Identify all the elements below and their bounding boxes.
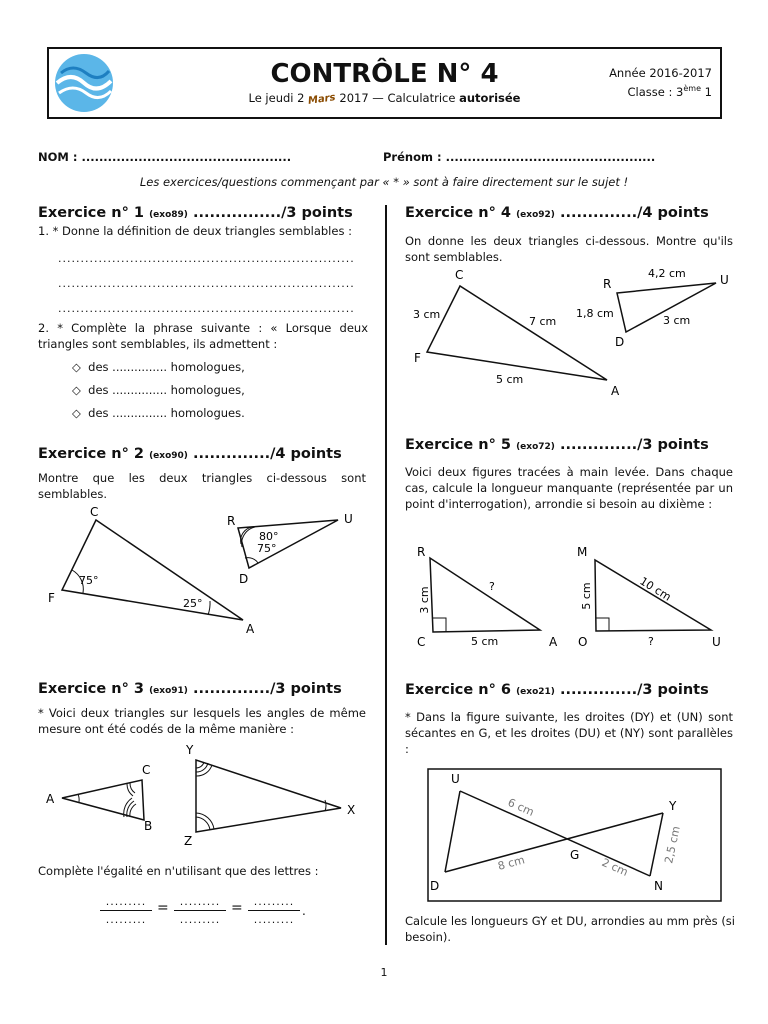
label-m: M (577, 545, 588, 559)
ex3-text2: Complète l'égalité en n'utilisant que des lettres : (38, 864, 319, 878)
length-mo: 5 cm (580, 582, 593, 610)
triangle-xyz (196, 760, 341, 832)
label-r: R (603, 277, 612, 291)
length-mu: 10 cm (637, 574, 674, 604)
school-year: Année 2016-2017 (609, 66, 712, 80)
page-number: 1 (380, 966, 388, 979)
page-title: CONTRÔLE N° 4 (270, 59, 499, 89)
ex5-text: Voici deux figures tracées à main levée. Dans chaque cas, calcule la longueur manquante (représentée par un point d'interrogation), arrondie si besoin au dixième : (405, 465, 733, 511)
label-f: F (414, 351, 421, 365)
ex4-heading: Exercice n° 4 (exo92) ............../4 points (405, 205, 709, 221)
ex5-figure (405, 538, 735, 653)
nom-field[interactable]: NOM : ................................................ (38, 150, 292, 164)
ex2-figure (38, 500, 368, 640)
ex6-text2: Calcule les longueurs GY et DU, arrondies au mm près (si besoin). (405, 914, 735, 944)
label-r: R (227, 514, 236, 528)
length-ug: 6 cm (505, 795, 536, 819)
segment-du (445, 791, 460, 872)
ex6-text: * Dans la figure suivante, les droites (DY) et (UN) sont sécantes en G, et les droites (DU) et (NY) sont parallèles : (405, 710, 733, 756)
length-dg: 8 cm (496, 853, 527, 873)
ex1-item[interactable]: ◇ des ............... homologues, (72, 383, 245, 397)
ex6-figure (425, 766, 725, 906)
subtitle-calc: 2017 — Calculatrice (339, 91, 456, 105)
ex1-heading: Exercice n° 1 (exo89) ................/3 points (38, 205, 353, 221)
label-d: D (615, 335, 625, 349)
label-r: R (417, 545, 426, 559)
ex3-heading: Exercice n° 3 (exo91) ............../3 points (38, 681, 342, 697)
label-a: A (611, 384, 620, 398)
label-z: Z (184, 834, 193, 848)
header-box (47, 47, 722, 119)
length-cf: 3 cm (413, 308, 441, 321)
angle-75: 75° (79, 574, 99, 587)
label-a: A (549, 635, 558, 649)
triangle-abc (62, 780, 144, 820)
ex4-text: On donne les deux triangles ci-dessous. Montre qu'ils sont semblables. (405, 234, 733, 264)
length-ny: 2,5 cm (662, 824, 683, 865)
label-g: G (570, 848, 580, 862)
ex2-text: Montre que les deux triangles ci-dessous sont semblables. (38, 471, 366, 501)
intro-instructions: Les exercices/questions commençant par « * » sont à faire directement sur le sujet ! (139, 175, 629, 189)
segment-dy (445, 813, 663, 872)
length-fa: 5 cm (496, 373, 524, 386)
label-u: U (451, 772, 460, 786)
segment-ny (650, 813, 663, 876)
length-ra: ? (489, 580, 495, 593)
label-c: C (417, 635, 426, 649)
subtitle-authorized: autorisée (459, 91, 521, 105)
subtitle-date: Le jeudi 2 (248, 91, 305, 105)
angle-25: 25° (183, 597, 203, 610)
label-b: B (144, 819, 153, 833)
column-divider (385, 205, 387, 945)
length-ca: 5 cm (471, 635, 499, 648)
length-rc: 3 cm (418, 586, 431, 614)
ex1-q2: 2. * Complète la phrase suivante : « Lorsque deux triangles sont semblables, ils admettent : (38, 321, 368, 351)
triangle-cfa (427, 286, 607, 380)
class-info: Classe : 3ème 1 (627, 84, 712, 99)
ex6-heading: Exercice n° 6 (exo21) ............../3 points (405, 682, 709, 698)
angle-80: 80° (259, 530, 279, 543)
label-f: F (48, 591, 55, 605)
triangle-cfa (62, 520, 243, 620)
label-n: N (654, 879, 663, 893)
label-d: D (239, 572, 249, 586)
label-y: Y (669, 799, 677, 813)
length-ou: ? (648, 635, 654, 648)
label-c: C (142, 763, 151, 777)
label-y: Y (186, 743, 194, 757)
label-u: U (720, 273, 729, 287)
subtitle-month: Mars (307, 92, 337, 107)
ex1-item[interactable]: ◇ des ............... homologues, (72, 360, 245, 374)
meta-info (609, 65, 712, 100)
ex2-heading: Exercice n° 2 (exo90) ............../4 points (38, 446, 342, 462)
ex4-figure (405, 262, 735, 402)
label-d: D (430, 879, 440, 893)
answer-line[interactable]: .................................................................. (58, 252, 355, 265)
label-a: A (46, 792, 55, 806)
label-o: O (578, 635, 588, 649)
label-u: U (712, 635, 721, 649)
label-c: C (90, 505, 99, 519)
label-a: A (246, 622, 255, 636)
label-c: C (455, 268, 464, 282)
ex3-figure (38, 740, 368, 850)
label-u: U (344, 512, 353, 526)
ex5-heading: Exercice n° 5 (exo72) ............../3 points (405, 437, 709, 453)
answer-line[interactable]: .................................................................. (58, 302, 355, 315)
label-x: X (347, 803, 356, 817)
length-ud: 3 cm (663, 314, 691, 327)
length-rd: 1,8 cm (576, 307, 614, 320)
prenom-field[interactable]: Prénom : ................................................ (383, 150, 656, 164)
length-gn: 2 cm (599, 855, 630, 879)
answer-line[interactable]: .................................................................. (58, 277, 355, 290)
ex3-equality[interactable]: ......... ......... = ......... ......... = ......... ......... . (100, 895, 310, 931)
triangle-mou (595, 560, 711, 631)
ex1-item[interactable]: ◇ des ............... homologues. (72, 406, 245, 420)
ex3-text: * Voici deux triangles sur lesquels les angles de même mesure ont été codés de la même manière : (38, 706, 366, 736)
length-ru: 4,2 cm (648, 267, 686, 280)
length-ca: 7 cm (529, 315, 557, 328)
ex1-q1: 1. * Donne la définition de deux triangles semblables : (38, 224, 352, 238)
angle-75b: 75° (257, 542, 277, 555)
